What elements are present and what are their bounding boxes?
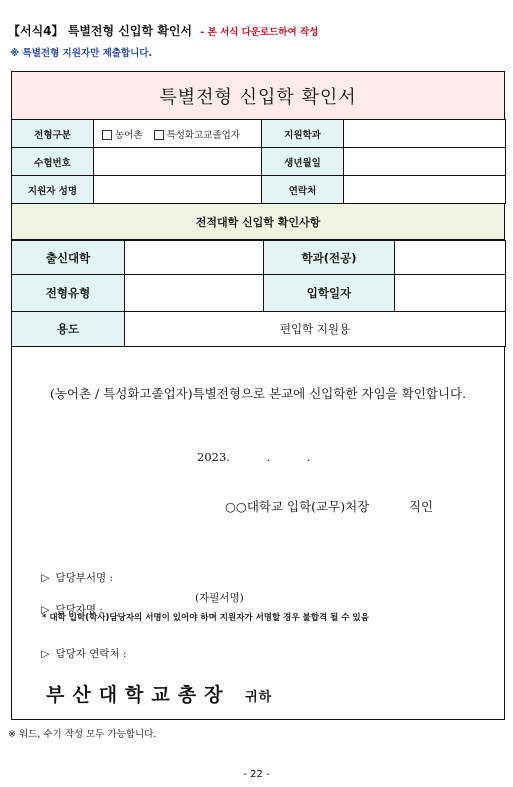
rural-checkbox[interactable] [102, 130, 112, 140]
contact-field[interactable] [344, 176, 506, 204]
prior-univ-label: 출신대학 [12, 241, 125, 275]
exam-number-field[interactable] [94, 148, 262, 176]
applicant-name-label: 지원자 성명 [12, 176, 94, 204]
admission-date-label: 입학일자 [264, 275, 395, 312]
manager-contact-line [28, 634, 127, 673]
confirmation-statement: (농어촌 / 특성화고졸업자)특별전형으로 본교에 신입학한 자임을 확인합니다. [49, 386, 467, 401]
submission-note: ※ 특별전형 지원자만 제출합니다. [10, 48, 153, 59]
major-label: 학과(전공) [264, 241, 395, 275]
triangle-bullet-icon: ▷ [41, 572, 50, 584]
signature-warning: * 대학 입학(학사)담당자의 서명이 있어야 하며 지원자가 서명할 경우 불합격 될 수 있음 [42, 613, 369, 623]
download-hint: - 본 서식 다운로드하여 작성 [200, 27, 319, 38]
issuer-signature-line: ○○대학교 입학(교무)처장 직인 [225, 499, 434, 514]
confirmation-form [11, 71, 505, 720]
issue-date: 2023. . . [197, 450, 311, 464]
section-title: 전적대학 신입학 확인사항 [12, 203, 504, 240]
manager-contact-label: 담당자 연락처 : [55, 648, 127, 660]
applied-dept-field[interactable] [344, 120, 506, 148]
contact-label: 연락처 [262, 176, 344, 204]
prior-admission-type-field[interactable] [125, 275, 264, 312]
form-header-title: 특별전형 신입학 확인서 [67, 24, 193, 38]
prior-university-table [11, 240, 506, 347]
manager-signature-label: (자필서명) [195, 592, 244, 604]
manager-name-label: 담당자명 : [55, 604, 103, 616]
manager-name-line [28, 590, 103, 629]
admission-date-field[interactable] [395, 275, 506, 312]
manager-dept-label: 담당부서명 : [55, 572, 114, 584]
applicant-table [11, 119, 506, 204]
birth-date-label: 생년월일 [262, 148, 344, 176]
usage-label: 용도 [12, 312, 125, 347]
vocational-checkbox[interactable] [154, 130, 164, 140]
applied-dept-label: 지원학과 [262, 120, 344, 148]
triangle-bullet-icon: ▷ [41, 648, 50, 660]
major-field[interactable] [395, 241, 506, 275]
university-president: 부산대학교총장 [46, 684, 231, 706]
usage-value: 편입학 지원용 [125, 312, 506, 347]
exam-number-label: 수험번호 [12, 148, 94, 176]
birth-date-field[interactable] [344, 148, 506, 176]
prior-univ-field[interactable] [125, 241, 264, 275]
admission-type-label: 전형구분 [12, 120, 94, 148]
admission-type-options [94, 120, 262, 148]
footnote: ※ 워드, 수기 작성 모두 가능합니다. [8, 729, 157, 740]
form-header [8, 22, 318, 39]
page-number: - 22 - [243, 769, 270, 780]
vocational-option-label: 특성화고교졸업자 [166, 129, 240, 141]
triangle-bullet-icon: ▷ [41, 604, 50, 616]
form-title: 특별전형 신입학 확인서 [12, 72, 504, 120]
applicant-name-field[interactable] [94, 176, 262, 204]
form-number: 【서식4】 [8, 24, 64, 38]
honorific: 귀하 [245, 690, 273, 705]
rural-option-label: 농어촌 [115, 129, 143, 141]
recipient-line [46, 680, 272, 707]
prior-admission-type-label: 전형유형 [12, 275, 125, 312]
